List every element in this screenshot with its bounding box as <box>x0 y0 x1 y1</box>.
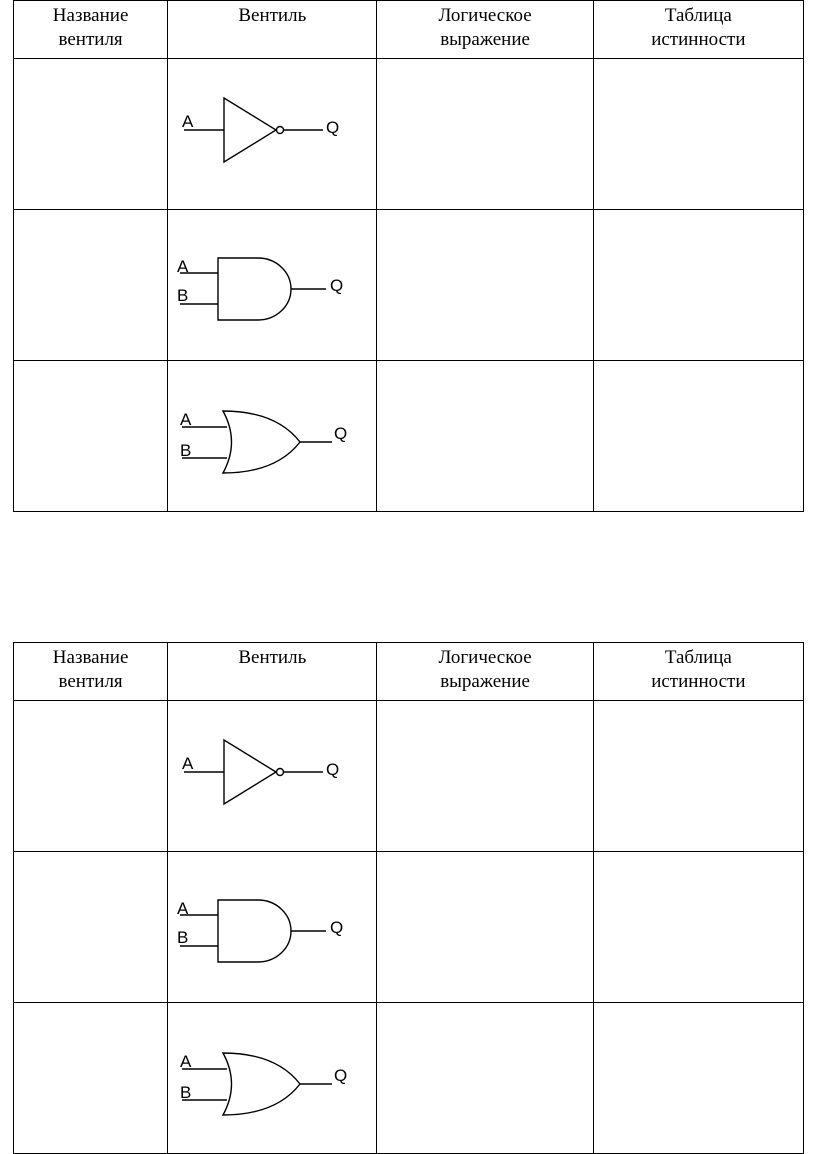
inversion-bubble <box>277 769 284 776</box>
pin-label-a: A <box>180 410 192 429</box>
gates-table <box>13 642 804 1154</box>
truth-table-cell[interactable] <box>593 59 803 210</box>
header-logic-expression <box>377 643 593 701</box>
header-text-line: выражение <box>440 671 530 692</box>
gate-symbol-cell <box>168 1003 377 1154</box>
header-gate <box>168 643 377 701</box>
gate-name-cell[interactable] <box>14 701 168 852</box>
not-gate-symbol <box>224 98 276 162</box>
or-gate-diagram <box>168 361 377 511</box>
or-gate-symbol <box>223 411 300 473</box>
gate-symbol-cell <box>168 701 377 852</box>
pin-label-q: Q <box>330 918 344 937</box>
gate-symbol-cell <box>168 361 377 512</box>
gate-name-cell[interactable] <box>14 59 168 210</box>
gate-name-cell[interactable] <box>14 361 168 512</box>
logic-expression-cell[interactable] <box>377 210 593 361</box>
table-row <box>14 361 804 512</box>
pin-label-b: B <box>177 928 189 947</box>
truth-table-cell[interactable] <box>593 701 803 852</box>
header-text-line: Вентиль <box>238 647 307 668</box>
header-truth-table <box>593 643 803 701</box>
gate-symbol-cell <box>168 59 377 210</box>
header-row <box>14 1 804 59</box>
table-row <box>14 852 804 1003</box>
gate-name-cell[interactable] <box>14 210 168 361</box>
and-gate-symbol <box>218 900 291 962</box>
logic-expression-cell[interactable] <box>377 1003 593 1154</box>
header-text-line: Таблица <box>664 5 732 26</box>
header-logic-expression <box>377 1 593 59</box>
pin-label-a: A <box>182 754 194 773</box>
or-gate-symbol <box>223 1053 300 1115</box>
or-gate-diagram <box>168 1003 377 1153</box>
logic-expression-cell[interactable] <box>377 59 593 210</box>
table-row <box>14 59 804 210</box>
pin-label-q: Q <box>326 760 340 779</box>
and-gate-diagram <box>168 852 377 1002</box>
table-row <box>14 701 804 852</box>
pin-label-b: B <box>180 441 192 460</box>
header-text-line: выражение <box>440 29 530 50</box>
pin-label-b: B <box>177 286 189 305</box>
logic-expression-cell[interactable] <box>377 361 593 512</box>
header-text-line: истинности <box>651 671 746 692</box>
gate-symbol-cell <box>168 852 377 1003</box>
logic-expression-cell[interactable] <box>377 852 593 1003</box>
gate-symbol-cell <box>168 210 377 361</box>
header-text-line: Таблица <box>664 647 732 668</box>
table-row <box>14 1003 804 1154</box>
header-text-line: Название <box>52 5 129 26</box>
header-text-line: истинности <box>651 29 746 50</box>
header-text-line: Логическое <box>438 647 532 668</box>
pin-label-q: Q <box>326 118 340 137</box>
pin-label-a: A <box>180 1052 192 1071</box>
header-truth-table <box>593 1 803 59</box>
header-gate-name <box>14 643 168 701</box>
truth-table-cell[interactable] <box>593 1003 803 1154</box>
not-gate-diagram <box>168 701 377 851</box>
table-row <box>14 210 804 361</box>
pin-label-q: Q <box>330 276 344 295</box>
and-gate-symbol <box>218 258 291 320</box>
pin-label-a: A <box>182 112 194 131</box>
header-text-line: вентиля <box>58 29 123 50</box>
header-text-line: Название <box>52 647 129 668</box>
truth-table-cell[interactable] <box>593 361 803 512</box>
header-text-line: Логическое <box>438 5 532 26</box>
header-row <box>14 643 804 701</box>
pin-label-q: Q <box>334 1066 348 1085</box>
pin-label-a: A <box>177 257 189 276</box>
not-gate-diagram <box>168 59 377 209</box>
inversion-bubble <box>277 127 284 134</box>
header-text-line: Вентиль <box>238 5 307 26</box>
gate-name-cell[interactable] <box>14 852 168 1003</box>
header-text-line: вентиля <box>58 671 123 692</box>
pin-label-a: A <box>177 899 189 918</box>
pin-label-q: Q <box>334 424 348 443</box>
gates-table <box>13 0 804 512</box>
and-gate-diagram <box>168 210 377 360</box>
gate-name-cell[interactable] <box>14 1003 168 1154</box>
not-gate-symbol <box>224 740 276 804</box>
pin-label-b: B <box>180 1083 192 1102</box>
logic-expression-cell[interactable] <box>377 701 593 852</box>
truth-table-cell[interactable] <box>593 210 803 361</box>
header-gate-name <box>14 1 168 59</box>
header-gate <box>168 1 377 59</box>
truth-table-cell[interactable] <box>593 852 803 1003</box>
